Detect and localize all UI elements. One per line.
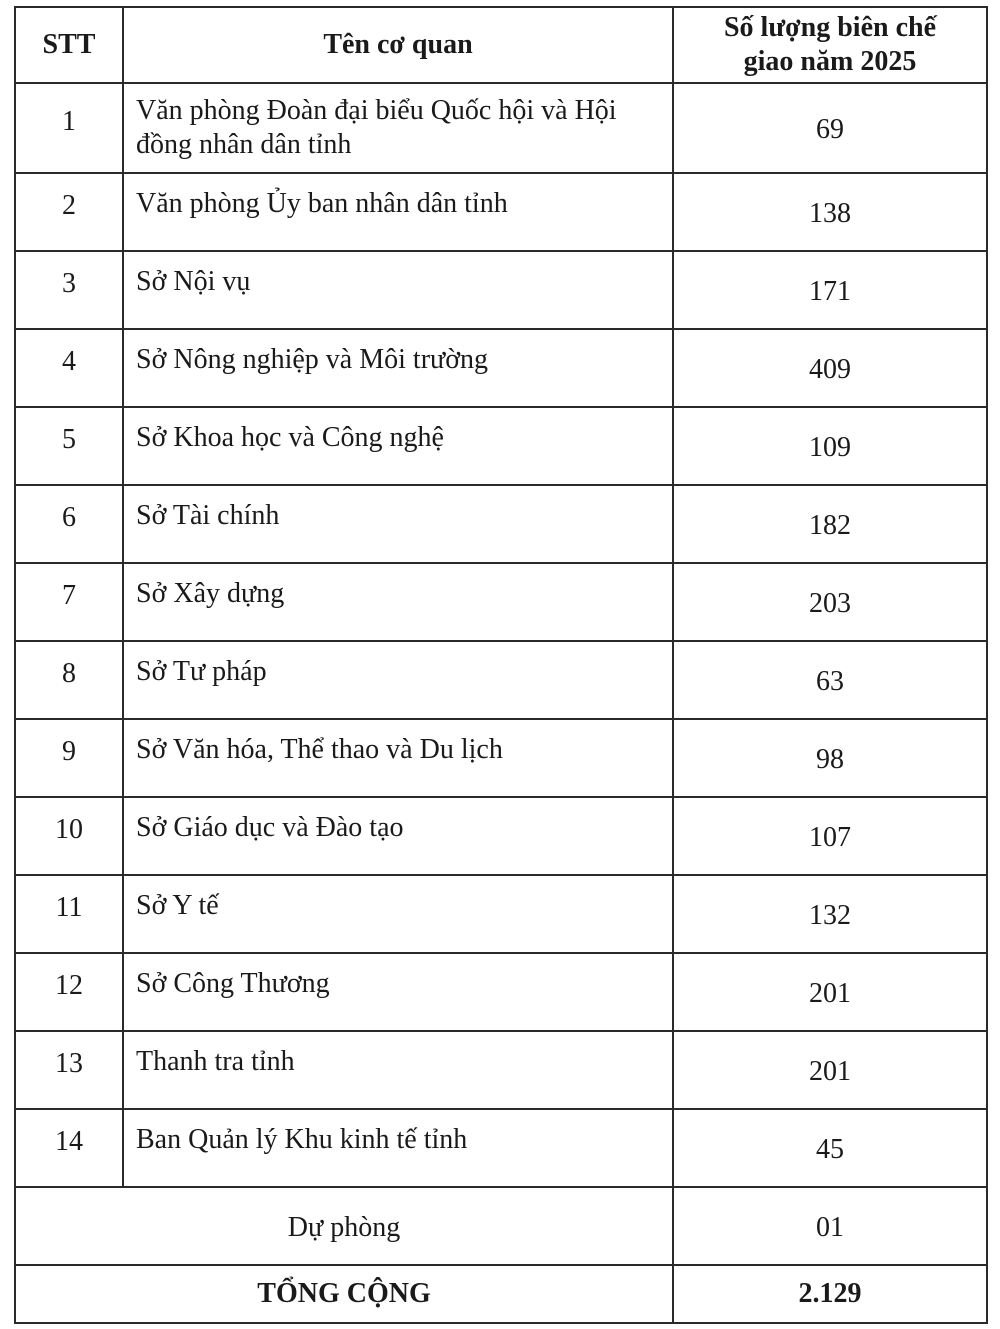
table-row [15, 563, 987, 641]
row-stt: 5 [62, 424, 76, 455]
table-row [15, 251, 987, 329]
row-agency-name: Sở Y tế [136, 890, 219, 921]
table-row [15, 407, 987, 485]
row-staff-count: 132 [809, 900, 851, 931]
row-staff-count: 201 [809, 978, 851, 1009]
row-stt: 13 [55, 1048, 83, 1079]
table-row [15, 953, 987, 1031]
reserve-row [15, 1187, 987, 1265]
row-staff-count: 98 [816, 744, 844, 775]
row-stt: 2 [62, 190, 76, 221]
table-body [15, 83, 987, 1323]
row-stt: 1 [62, 106, 76, 137]
row-staff-count: 109 [809, 432, 851, 463]
row-agency-name: Thanh tra tỉnh [136, 1046, 295, 1077]
row-stt: 14 [55, 1126, 83, 1157]
row-agency-name: Sở Tài chính [136, 500, 280, 531]
row-staff-count: 138 [809, 198, 851, 229]
table-row [15, 83, 987, 173]
row-stt: 6 [62, 502, 76, 533]
row-staff-count: 69 [816, 114, 844, 145]
table-row [15, 1031, 987, 1109]
table-row [15, 875, 987, 953]
row-staff-count: 107 [809, 822, 851, 853]
row-agency-name: Sở Khoa học và Công nghệ [136, 422, 444, 453]
row-staff-count: 171 [809, 276, 851, 307]
row-stt: 3 [62, 268, 76, 299]
reserve-value: 01 [816, 1212, 844, 1243]
row-staff-count: 63 [816, 666, 844, 697]
total-label: TỔNG CỘNG [257, 1278, 431, 1309]
row-agency-name: Văn phòng Ủy ban nhân dân tỉnh [136, 188, 508, 219]
table-row [15, 485, 987, 563]
row-staff-count: 203 [809, 588, 851, 619]
row-staff-count: 182 [809, 510, 851, 541]
table-row [15, 641, 987, 719]
row-agency-name: Sở Nội vụ [136, 266, 251, 297]
reserve-label: Dự phòng [287, 1212, 401, 1243]
row-stt: 8 [62, 658, 76, 689]
row-agency-name: Sở Nông nghiệp và Môi trường [136, 344, 488, 375]
header-agency: Tên cơ quan [123, 7, 673, 83]
header-stt: STT [15, 7, 123, 83]
row-stt: 10 [55, 814, 83, 845]
table-row [15, 173, 987, 251]
row-staff-count: 201 [809, 1056, 851, 1087]
row-staff-count: 45 [816, 1134, 844, 1165]
staffing-table [14, 6, 988, 1324]
total-row [15, 1265, 987, 1323]
table-row [15, 797, 987, 875]
row-agency-name: Ban Quản lý Khu kinh tế tỉnh [136, 1124, 468, 1155]
row-agency-name: Sở Công Thương [136, 968, 330, 999]
table-row [15, 329, 987, 407]
row-agency-name: Sở Xây dựng [136, 578, 285, 609]
header-staff-count [673, 7, 987, 83]
row-stt: 11 [55, 892, 83, 923]
total-value: 2.129 [798, 1278, 862, 1309]
row-agency-name: Sở Giáo dục và Đào tạo [136, 812, 404, 843]
row-agency-name: Văn phòng Đoàn đại biểu Quốc hội và Hội đồng nhân dân tỉnh [136, 95, 617, 160]
row-stt: 9 [62, 736, 76, 767]
row-agency-name: Sở Văn hóa, Thể thao và Du lịch [136, 734, 503, 765]
row-agency-name: Sở Tư pháp [136, 656, 267, 687]
table-row [15, 719, 987, 797]
document-page [14, 6, 986, 1324]
row-staff-count: 409 [809, 354, 851, 385]
header-staff-count-text: Số lượng biên chế giao năm 2025 [723, 12, 936, 77]
row-stt: 4 [62, 346, 76, 377]
table-row [15, 1109, 987, 1187]
row-stt: 12 [55, 970, 83, 1001]
row-stt: 7 [62, 580, 76, 611]
table-header-row [15, 7, 987, 83]
